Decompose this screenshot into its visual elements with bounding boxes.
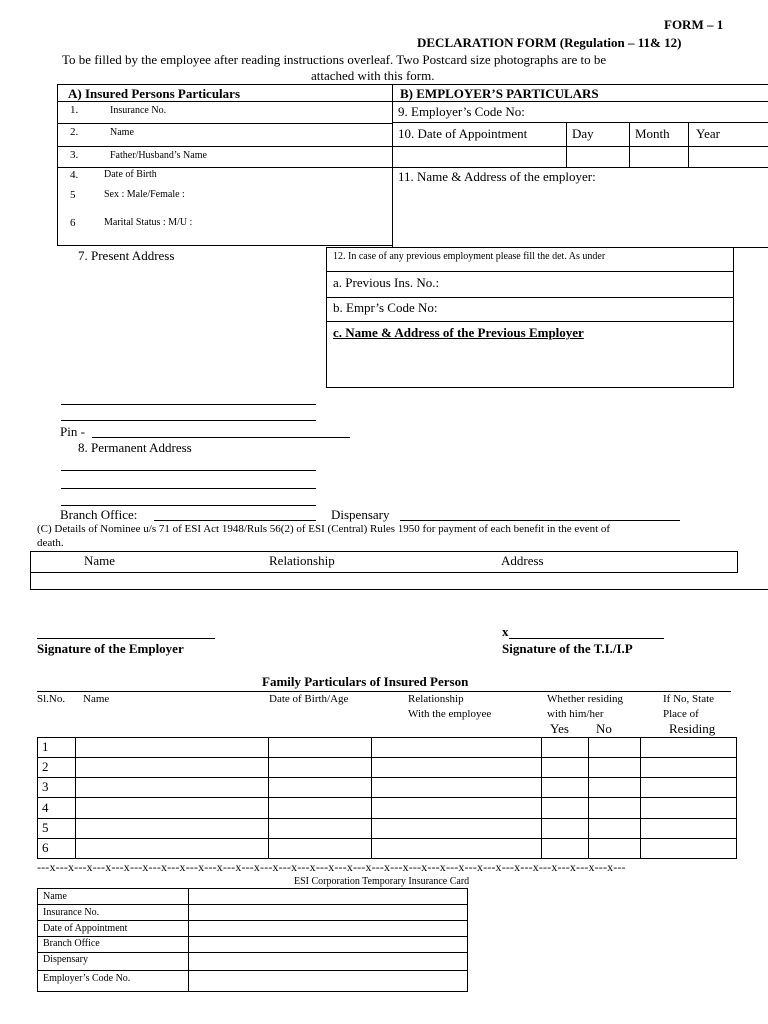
address-line <box>61 505 316 506</box>
family-row-number: 6 <box>42 840 49 855</box>
item-no: 3. <box>70 149 79 161</box>
family-col-state-3: Residing <box>669 721 716 736</box>
tip-signature-line <box>509 638 664 639</box>
year-label: Year <box>696 126 720 141</box>
employer-code-label: 9. Employer’s Code No: <box>398 104 525 119</box>
address-line <box>61 488 316 489</box>
x-mark: x <box>502 624 509 639</box>
nominee-col-name: Name <box>84 553 116 568</box>
employer-signature-line <box>37 638 215 639</box>
tip-signature-label: Signature of the T.I./I.P <box>502 641 633 656</box>
item-no: 1. <box>70 104 79 116</box>
marital-status-label: Marital Status : M/U : <box>104 217 193 228</box>
item-no: 5 <box>70 189 76 201</box>
card-name-label: Name <box>43 891 67 902</box>
form-number: FORM – 1 <box>664 17 724 32</box>
family-row-number: 5 <box>42 820 49 835</box>
present-address-label: 7. Present Address <box>78 248 175 263</box>
family-title: Family Particulars of Insured Person <box>262 674 469 689</box>
dispensary-line <box>400 520 680 521</box>
nominee-col-relationship: Relationship <box>269 553 335 568</box>
family-col-dob: Date of Birth/Age <box>269 693 349 705</box>
card-dispensary-label: Dispensary <box>43 954 88 965</box>
item-no: 6 <box>70 217 76 229</box>
previous-ins-no-label: a. Previous Ins. No.: <box>333 275 440 290</box>
dispensary-label: Dispensary <box>331 507 390 522</box>
family-col-residing-2: with him/her <box>547 708 604 720</box>
family-col-slno: Sl.No. <box>37 693 66 705</box>
card-employer-code-label: Employer’s Code No. <box>43 973 131 984</box>
insurance-no-label: Insurance No. <box>110 105 167 116</box>
form-title: DECLARATION FORM (Regulation – 11& 12) <box>417 35 682 50</box>
branch-office-label: Branch Office: <box>60 507 138 522</box>
item-no: 4. <box>70 169 79 181</box>
address-line <box>61 420 316 421</box>
branch-office-line <box>154 520 316 521</box>
address-line <box>61 470 316 471</box>
day-label: Day <box>572 126 594 141</box>
family-col-no: No <box>596 721 612 736</box>
family-row-number: 4 <box>42 800 49 815</box>
family-col-name: Name <box>83 693 110 705</box>
nominee-text-line-1: (C) Details of Nominee u/s 71 of ESI Act 1948/Ruls 56(2) of ESI (Central) Rules 1950 for payment of each benefit in the event of <box>37 523 611 535</box>
previous-employment-heading: 12. In case of any previous employment please fill the det. As under <box>333 251 606 262</box>
nominee-col-address: Address <box>501 553 544 568</box>
card-insurance-no-label: Insurance No. <box>43 907 100 918</box>
month-label: Month <box>635 126 670 141</box>
employer-name-address-label: 11. Name & Address of the employer: <box>398 169 596 184</box>
date-of-appointment-label: 10. Date of Appointment <box>398 126 528 141</box>
nominee-header-row <box>30 551 738 573</box>
employer-signature-label: Signature of the Employer <box>37 641 184 656</box>
card-branch-office-label: Branch Office <box>43 938 100 949</box>
section-b-heading: B) EMPLOYER’S PARTICULARS <box>400 86 599 101</box>
item-no: 2. <box>70 126 79 138</box>
card-title: ESI Corporation Temporary Insurance Card <box>294 876 470 887</box>
date-of-birth-label: Date of Birth <box>104 169 157 180</box>
family-col-yes: Yes <box>550 721 569 736</box>
family-col-state-2: Place of <box>663 708 699 720</box>
cut-separator: ---x---x---x---x---x---x---x---x---x---x---x---x---x---x---x---x---x---x---x---x---x---x---x---x---x---x---x---x---x---x---x--- <box>37 860 626 874</box>
sex-label: Sex : Male/Female : <box>104 189 185 200</box>
family-col-state-1: If No, State <box>663 693 715 705</box>
family-row-number: 3 <box>42 779 49 794</box>
family-col-relationship-2: With the employee <box>408 708 492 720</box>
father-husband-name-label: Father/Husband’s Name <box>110 150 207 161</box>
pin-line <box>92 437 350 438</box>
previous-empr-code-label: b. Empr’s Code No: <box>333 300 438 315</box>
name-label: Name <box>110 127 134 138</box>
previous-employer-name-label: c. Name & Address of the Previous Employer <box>333 325 584 340</box>
instruction-line-1: To be filled by the employee after reading instructions overleaf. Two Postcard size photographs are to be <box>62 52 607 67</box>
family-col-relationship-1: Relationship <box>408 693 464 705</box>
section-a-heading: A) Insured Persons Particulars <box>68 86 241 101</box>
nominee-text-line-2: death. <box>37 537 64 549</box>
permanent-address-label: 8. Permanent Address <box>78 440 192 455</box>
instruction-line-2: attached with this form. <box>311 68 435 83</box>
family-row-number: 2 <box>42 759 49 774</box>
family-col-residing-1: Whether residing <box>547 693 624 705</box>
address-line <box>61 404 316 405</box>
card-date-of-appointment-label: Date of Appointment <box>43 923 128 934</box>
family-row-number: 1 <box>42 739 49 754</box>
pin-label: Pin - <box>60 424 85 439</box>
nominee-entry-row <box>30 589 768 590</box>
previous-employment-box <box>326 247 734 388</box>
